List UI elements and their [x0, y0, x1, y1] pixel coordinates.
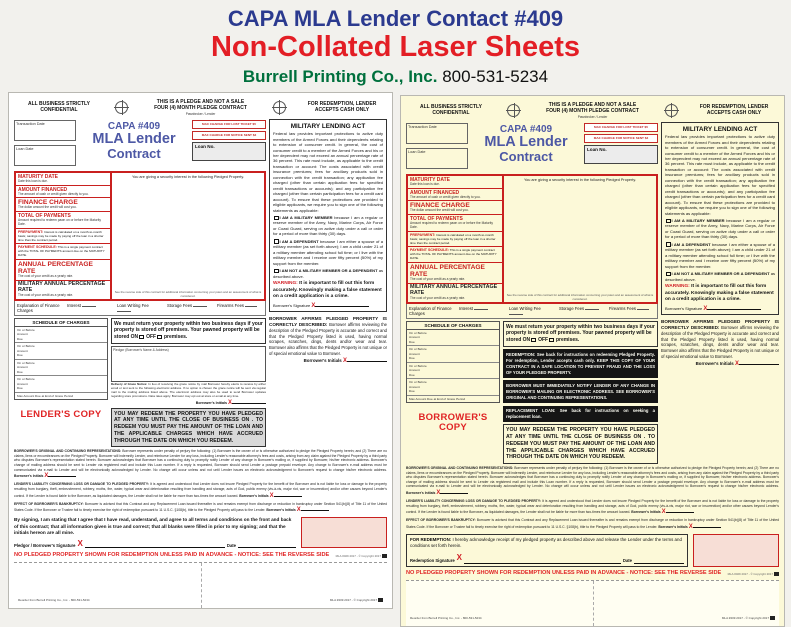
- signature-x-mark[interactable]: X: [311, 302, 316, 309]
- amount-financed-label: AMOUNT FINANCED: [18, 186, 68, 193]
- schedule-row: On or Before Amount Due: [407, 363, 499, 379]
- borrower-signature-line: Pledgor / Borrower's Signature X Date: [14, 539, 296, 548]
- company-phone: 800-531-5234: [442, 66, 549, 86]
- military-lending-act-panel: MILITARY LENDING ACT Federal law provides important protections to active duty members of the Armed Forces and their dependents relating to extension of consumer credit. In general, the cost of consumer credit to a member of the Armed Forces and his or her dependent may not exceed an annual percentage rate of 36 percent. This rate must include, as applicable to the credit transaction or account: The costs associated with credit insurance premiums; fees for ancillary products sold in connection with the credit transaction; any application fee charged (other than certain application fees for specified credit transactions or accounts); and any participation fee charged (other than certain participation fees for a credit card account). To ensure that these protections are provided to eligible applicants, we require you to sign one of the following statements as applicable: I AM A MILITARY MEMBER because I am a regular or reserve member of the Army, Navy, Marine Corps, Air Force or Coast Guard, serving on active duty under a call or order for a period of more than thirty (30) days. I AM A DEPENDENT because I am either a spouse of a military member (as set forth above); I am a child under 21 of a military member attending school full time; or I live with the military member and I receive over fifty percent (50%) of my support from the member. I AM NOT A MILITARY MEMBER OR A DEPENDENT as described above. WARNING: It is important to fill out this form accurately. Knowingly making a false statement on a credit application is a crime. Borrower's Signature X: [269, 119, 387, 312]
- initials-blank[interactable]: [301, 507, 329, 511]
- redeem-notice-box: YOU MAY REDEEM THE PROPERTY YOU HAVE PLEDGED AT ANY TIME UNTIL THE CLOSE OF BUSINESS ON . TO REDEEM YOU MUST PAY THE AMOUNT OF THE LOAN AND THE APPLICABLE CHARGES WHICH HAVE ACCRUED THROUGH THE DATE ON WHICH YOU REDEEM.: [111, 408, 266, 448]
- property-affirmation-clause: BORROWER AFFIRMS PLEDGED PROPERTY IS CORRECTLY DESCRIBED: Borrower affirms reviewing the description of the Pledged Property is accurate and correct and that the Pledged Property listed is used, having normal scrapes, scratches, dings, dents and/or wear and tear. Borrower also affirms that the Pledged Property is not unique or of special emotional value to Borrower. Borrower's Initials X: [269, 315, 387, 365]
- signature-x-mark[interactable]: X: [77, 539, 83, 549]
- schedule-of-charges-table: SCHEDULE OF CHARGES On or Before Amount Due On or Before Amount Due On or Before Amount Due On or Before Amount Due Max Amount Due at End of Grace Period: [14, 318, 108, 400]
- form-title: CAPA #409 MLA Lender Contract: [484, 123, 568, 165]
- apr-label: ANNUAL PERCENTAGE RATE: [410, 264, 485, 279]
- reorder-text: Reorder from Burrell Printing Co., Inc. - 800-531-5234: [18, 597, 90, 602]
- loan-date-field[interactable]: Loan Date: [406, 148, 468, 169]
- maturity-date-label: MATURITY DATE: [18, 173, 58, 180]
- stored-on-premises-checkbox[interactable]: [139, 335, 144, 340]
- finance-charges-explanation-row: Explanation of Finance Charges Interest Loan Writing Fee Storage Fees Firearms Fees: [14, 301, 266, 316]
- interest-fee: Interest: [63, 303, 113, 308]
- signature-blank[interactable]: [464, 560, 621, 564]
- for-redemption-box: FOR REDEMPTION: I hereby acknowledge receipt of my pledged property as described above and release the Lender under the terms and conditions set forth herein. Redemption Signature X Date: [406, 534, 688, 567]
- registration-mark-icon: [665, 104, 678, 117]
- initials-x-mark[interactable]: X: [734, 361, 739, 368]
- redemption-signature-line: Redemption Signature X Date: [410, 552, 684, 563]
- prepayment-clause: PREPAYMENT: Interest is calculated on a month-to-month basis; savings may be made by paying off the loan in a shorter time than the contract period.: [408, 232, 502, 248]
- signature-x-mark[interactable]: X: [703, 305, 708, 312]
- apr-label: ANNUAL PERCENTAGE RATE: [18, 261, 93, 276]
- payment-schedule-clause: PAYMENT SCHEDULE: This is a single payment contract with the TOTAL OF PAYMENTS amount due on the MATURITY DATE.: [16, 244, 110, 260]
- office-use-box: [301, 517, 387, 548]
- top-strip: [406, 100, 779, 122]
- initials-blank[interactable]: [693, 524, 721, 528]
- loan-number-field[interactable]: Loan No.: [192, 142, 266, 161]
- property-return-box: We must return your property within two business days if your property is stored off premises. Your pawned property will be stored ON OFF premises.: [503, 321, 658, 347]
- loan-number-field[interactable]: Loan No.: [584, 145, 658, 164]
- burrell-logo-icon: [378, 598, 383, 602]
- property-affirmation-clause: BORROWER AFFIRMS PLEDGED PROPERTY IS CORRECTLY DESCRIBED: Borrower affirms reviewing the description of the Pledged Property is accurate and correct and that the Pledged Property listed is used, having normal scrapes, scratches, dings, dents and/or wear and tear. Borrower also affirms that the Pledged Property is not unique or of special emotional value to Borrower. Borrower's Initials X: [661, 318, 779, 368]
- office-use-box: [693, 534, 779, 567]
- mla-warning: WARNING: It is important to fill out this form accurately. Knowingly making a false statement on a credit application is a crime.: [665, 284, 774, 302]
- military-member-option: I AM A MILITARY MEMBER because I am a regular or reserve member of the Army, Navy, Marine Corps, Air Force or Coast Guard, serving on active duty under a call or order for a period of more than thirty (30) days.: [273, 214, 383, 237]
- security-interest-text: You are giving a security interest in the following Pledged Property.: [131, 174, 245, 179]
- see-reverse-note: See the reverse side of this contract for additional information concerning your pawn and an assessment of what is considered.: [114, 289, 262, 298]
- finance-charge-label: FINANCE CHARGE: [18, 199, 78, 207]
- signature-x-mark[interactable]: X: [456, 553, 463, 563]
- no-pledged-property-notice: NO PLEDGED PROPERTY SHOWN FOR REDEMPTION UNLESS PAID IN ADVANCE - NOTICE: SEE THE REVERSE SIDE: [14, 551, 330, 558]
- affirm-initials-line: Borrower's Initials X: [661, 360, 779, 368]
- initials-x-mark[interactable]: X: [296, 507, 301, 514]
- total-of-payments-label: TOTAL OF PAYMENTS: [410, 216, 463, 223]
- date-blank[interactable]: [238, 544, 296, 548]
- perforation-line: [201, 563, 202, 608]
- property-return-box: We must return your property within two business days if your property is stored off premises. Your pawned property will be stored ON OFF premises.: [111, 318, 266, 344]
- form-title: CAPA #409 MLA Lender Contract: [92, 120, 176, 162]
- stub-copyright: MLA #409 2017 - © Copyright 2017: [722, 616, 775, 620]
- initials-blank[interactable]: [666, 509, 694, 513]
- initials-x-mark[interactable]: X: [661, 509, 666, 516]
- bankruptcy-paragraph: EFFECT OF BORROWER'S BANKRUPTCY: Borrower is advised that this Contract and any Replacement Loan issued thereafter is and remains exempt from discharge or reduction in bankruptcy under Section 541(b)(8) of Title 11 of the United States Code. If the Borrower or Trustee fail to timely exercise the right of redemption pursuant to 11 U.S.C. §108(b), title to the Pledged Property will pass to the Lender. Borrower's Initials X: [406, 518, 779, 530]
- registration-mark-icon: [507, 104, 520, 117]
- military-lending-act-panel: MILITARY LENDING ACT Federal law provides important protections to active duty members of the Armed Forces and their dependents relating to extension of consumer credit. In general, the cost of consumer credit to a member of the Armed Forces and his or her dependent may not exceed an annual percentage rate of 36 percent. This rate must include, as applicable to the credit transaction or account: The costs associated with credit insurance premiums; fees for ancillary products sold in connection with the credit transaction; any application fee charged (other than certain application fees for specified credit transactions or accounts); and any participation fee charged (other than certain participation fees for a credit card account). To ensure that these protections are provided to eligible applicants, we require you to sign one of the following statements as applicable: I AM A MILITARY MEMBER because I am a regular or reserve member of the Army, Navy, Marine Corps, Air Force or Coast Guard, serving on active duty under a call or order for a period of more than thirty (30) days. I AM A DEPENDENT because I am either a spouse of a military member (as set forth above); I am a child under 21 of a military member attending school full time; or I live with the military member and I receive over fifty percent (50%) of my support from the member. I AM NOT A MILITARY MEMBER OR A DEPENDENT as described above. WARNING: It is important to fill out this form accurately. Knowingly making a false statement on a credit application is a crime. Borrower's Signature X: [661, 122, 779, 315]
- payment-schedule-clause: PAYMENT SCHEDULE: This is a single payment contract with the TOTAL OF PAYMENTS amount due on the MATURITY DATE.: [408, 247, 502, 263]
- copyright-text: MLA #409 2017 - © Copyright 2017: [336, 554, 387, 558]
- schedule-grace-row: Max Amount Due at End of Grace Period: [409, 396, 466, 401]
- schedule-grace-row: Max Amount Due at End of Grace Period: [17, 393, 74, 398]
- stored-off-premises-checkbox[interactable]: [157, 335, 162, 340]
- form-sheets: [0, 86, 791, 627]
- mla-warning: WARNING: It is important to fill out this form accurately. Knowingly making a false statement on a credit application is a crime.: [273, 281, 382, 299]
- military-member-option: I AM A MILITARY MEMBER because I am a regular or reserve member of the Army, Navy, Marine Corps, Air Force or Coast Guard, serving on active duty under a call or order for a period of more than thirty (30) days.: [665, 217, 775, 240]
- product-subtitle: Non-Collated Laser Sheets: [210, 31, 581, 64]
- max-charge-ticket-bar: MAX CHARGE FOR LOST TICKET $5: [584, 123, 658, 132]
- replacement-loan-box: REPLACEMENT LOAN: See back for instructions on seeking a replacement loan.: [503, 406, 658, 423]
- grace-initials-line: Borrower's Initials X: [111, 400, 266, 406]
- top-strip: [14, 97, 387, 119]
- firearms-fee: Firearms Fees: [213, 303, 263, 308]
- initials-blank[interactable]: [440, 490, 468, 494]
- pledge-statement: THIS IS A PLEDGE AND NOT A SALE FOUR (4) MONTH PLEDGE CONTRACT Pawnbroker / Lender: [546, 102, 639, 119]
- til-disclosure-box: MATURITY DATE Date this loan is due. AMOUNT FINANCED The amount of cash or credit given directly to you. FINANCE CHARGE The dollar amount the credit will cost you. TOTAL OF PAYMENTS Amount required to redeem pawn on or before the Maturity Date. PREPAYMENT: Interest is calculated on a month-to-month basis; savings may be made by paying off the loan in a shorter time than the contract period. PAYMENT SCHEDULE: This is a single payment contract with the TOTAL OF PAYMENTS amount due on the MATURITY DATE. ANNUAL PERCENTAGE RATE The cost of your credit as a yearly rate. MILITARY ANNUAL PERCENTAGE RATE The cost of your credit as a yearly rate. You are giving a security interest in the following Pledged Property. See the reverse side of this contract for additional information concerning your pawn and an assessment of what is considered.: [14, 171, 266, 301]
- perforated-stub: [406, 580, 779, 626]
- burrell-logo-icon: [770, 616, 775, 620]
- finance-charges-explanation-row: Explanation of Finance Charges Interest Loan Writing Fee Storage Fees Firearms Fees: [406, 304, 658, 319]
- page-header: [0, 0, 791, 86]
- perforated-stub: [14, 562, 387, 608]
- registration-mark-icon: [273, 101, 286, 114]
- schedule-row: On or Before Amount Due: [15, 376, 107, 392]
- address-change-box: BORROWER MUST IMMEDIATELY NOTIFY LENDER OF ANY CHANGE IN BORROWER'S MAILING OR ELECTRONIC ADDRESS. SEE BORROWER'S ORIGINAL AND CONTINUING REPRESENTATIONS.: [503, 380, 658, 403]
- signature-blank[interactable]: [707, 306, 761, 310]
- pledgor-name-address-field[interactable]: Pledgor (Borrower's Name & Address): [111, 346, 266, 382]
- pledged-property-area[interactable]: [110, 173, 264, 299]
- amount-financed-label: AMOUNT FINANCED: [410, 189, 460, 196]
- product-title: CAPA MLA Lender Contact #409: [227, 6, 564, 31]
- company-name: Burrell Printing Co., Inc.: [242, 66, 438, 86]
- mla-body-text: Federal law provides important protections to active duty members of the Armed Forces and their dependents relating to extension of consumer credit. In general, the cost of consumer credit to a member of the Armed Forces and his or her dependent may not exceed an annual percentage rate of 36 percent. This rate must include, as applicable to the credit transaction or account: The costs associated with credit insurance premiums; fees for ancillary products sold in connection with the credit transaction; any application fee charged (other than certain application fees for specified credit transactions or accounts); and any participation fee charged (other than certain participation fees for a credit card account). To ensure that these protections are provided to eligible applicants, we require you to sign one of the following statements as applicable:: [665, 134, 775, 216]
- no-pledged-property-notice: NO PLEDGED PROPERTY SHOWN FOR REDEMPTION UNLESS PAID IN ADVANCE - NOTICE: SEE THE REVERSE SIDE: [406, 570, 722, 577]
- burrell-logo-icon: [382, 554, 387, 558]
- firearms-fee: Firearms Fees: [605, 306, 655, 311]
- see-reverse-note: See the reverse side of this contract for additional information concerning your pawn and an assessment of what is considered.: [506, 292, 654, 301]
- initials-x-mark[interactable]: X: [436, 490, 441, 497]
- copyright-text: MLA #409 2017 - © Copyright 2017: [728, 572, 779, 576]
- initials-blank[interactable]: [739, 361, 779, 365]
- prepayment-clause: PREPAYMENT: Interest is calculated on a month-to-month basis; savings may be made by paying off the loan in a shorter time than the contract period.: [16, 229, 110, 245]
- maturity-date-label: MATURITY DATE: [410, 176, 450, 183]
- schedule-row: On or Before Amount Due: [407, 379, 499, 395]
- stored-on-premises-checkbox[interactable]: [531, 338, 536, 343]
- security-interest-text: You are giving a security interest in the following Pledged Property.: [523, 177, 637, 182]
- dependent-option: I AM A DEPENDENT because I am either a spouse of a military member (as set forth above); I am a child under 21 of a military member attending school full time; or I live with the military member and I receive over fifty percent (50%) of my support from the member.: [273, 238, 383, 266]
- finance-charge-label: FINANCE CHARGE: [410, 202, 470, 210]
- liability-paragraph: LENDER'S LIABILITY CONCERNING LOSS OR DAMAGE TO PLEDGED PROPERTY: It is agreed and understood that Lender does not insure Pledged Property for the benefit of the Borrower and is not liable for loss or damage to the property resulting from burglary, theft, embezzlement, robbery, moths, fire, water, typical wear and deterioration resulting from handling and storage, acts of God, public enemy (vis-à-vis, major riot, war or insurrection) and/or other causes beyond Lender's control. If the Lender is found liable to the Borrower, as liquidated damages, the Lender shall not be liable for more than two-times the amount loaned. Borrower's Initials X: [14, 482, 387, 499]
- initials-x-mark[interactable]: X: [688, 524, 693, 530]
- signature-blank[interactable]: [85, 544, 225, 548]
- interest-fee: Interest: [455, 306, 505, 311]
- representations-paragraph: BORROWER'S ORIGINAL AND CONTINUING REPRESENTATIONS: Borrower represents under penalty of perjury the following: (1) Borrower is the owner of or is otherwise authorized to pledge the Pledged Property herein; and (2) There are no claims, liens or encumbrances on the Pledged Property. Borrower will indemnify Lender, and reimburse Lender for any loss, including Lender's reasonable attorney's fees and costs, arising from any claim against the Pledged Property by a third party who disputes Borrower's representation stated herein. Borrower acknowledges that Borrower has a continuing duty to promptly notify Lender of any change in Borrower's mailing or, if supplied by Borrower, his/her electronic address. Borrower's change of mailing address should be sent to Lender via registered mail and include this Loan number. If a reply is requested, Borrower should send Lender a postage prepaid envelope. Any change to Borrower's e-mail address must be communicated via e-mail to Lender and will be electronically acknowledged by Lender. No change will occur unless and not until Lender issues an electronic acknowledgment to Borrower's request to change his/her electronic address. Borrower's Initials X: [406, 466, 779, 497]
- reorder-text: Reorder from Burrell Printing Co., Inc. - 800-531-5234: [410, 616, 482, 621]
- stub-copyright: MLA #409 2017 - © Copyright 2017: [330, 598, 383, 602]
- initials-x-mark[interactable]: X: [269, 492, 274, 499]
- schedule-row: On or Before Amount Due: [15, 327, 107, 343]
- max-charge-notice-bar: MAX CHARGE FOR NOTICE SENT $3: [584, 134, 658, 143]
- max-charge-notice-bar: MAX CHARGE FOR NOTICE SENT $3: [192, 131, 266, 140]
- transaction-date-field[interactable]: Transaction Date: [14, 120, 76, 141]
- loan-writing-fee: Loan Writing Fee: [505, 306, 555, 316]
- burrell-logo-icon: [774, 572, 779, 576]
- initials-x-mark[interactable]: X: [44, 473, 49, 480]
- mla-body-text: Federal law provides important protections to active duty members of the Armed Forces and their dependents relating to extension of consumer credit. In general, the cost of consumer credit to a member of the Armed Forces and his or her dependent may not exceed an annual percentage rate of 36 percent. This rate must include, as applicable to the credit transaction or account: The costs associated with credit insurance premiums; fees for ancillary products sold in connection with the credit transaction; any application fee charged (other than certain application fees for specified credit transactions or accounts); and any participation fee charged (other than certain participation fees for a credit card account). To ensure that these protections are provided to eligible applicants, we require you to sign one of the following statements as applicable:: [273, 131, 383, 213]
- mla-signature-line: Borrower's Signature X: [665, 306, 775, 312]
- signing-agreement-text: By signing, I am stating that I agree that I have read, understand, and agree to all terms and conditions on the front and back of this contract; that all information given is true and correct; that all blanks were filled in prior to my signing; and that the initials hereon are all mine.: [14, 517, 292, 535]
- not-military-option: I AM NOT A MILITARY MEMBER OR A DEPENDENT as described above.: [273, 268, 383, 279]
- initials-blank[interactable]: [48, 473, 76, 477]
- signature-blank[interactable]: [315, 303, 369, 307]
- redemption-cash-text: FOR REDEMPTION, LENDER ACCEPTS CASH ONLY: [699, 104, 769, 117]
- confidential-text: ALL BUSINESS STRICTLY CONFIDENTIAL: [420, 104, 482, 117]
- total-of-payments-label: TOTAL OF PAYMENTS: [18, 213, 71, 220]
- redeem-notice-box: YOU MAY REDEEM THE PROPERTY YOU HAVE PLEDGED AT ANY TIME UNTIL THE CLOSE OF BUSINESS ON . TO REDEEM YOU MUST PAY THE AMOUNT OF THE LOAN AND THE APPLICABLE CHARGES WHICH HAVE ACCRUED THROUGH THE DATE ON WHICH YOU REDEEM.: [503, 424, 658, 464]
- copy-label: BORROWER'S COPY: [418, 411, 488, 434]
- schedule-row: On or Before Amount Due: [15, 360, 107, 376]
- pledged-property-area[interactable]: [502, 176, 656, 302]
- initials-x-mark[interactable]: X: [342, 358, 347, 365]
- registration-mark-icon: [115, 101, 128, 114]
- date-blank[interactable]: [634, 560, 684, 564]
- lender-copy-sheet: [8, 92, 393, 609]
- confidential-text: ALL BUSINESS STRICTLY CONFIDENTIAL: [28, 101, 90, 114]
- max-charge-ticket-bar: MAX CHARGE FOR LOST TICKET $5: [192, 120, 266, 129]
- borrower-copy-sheet: [400, 95, 785, 627]
- storage-fee: Storage Fees: [163, 303, 213, 308]
- perforation-line: [593, 581, 594, 626]
- initials-blank[interactable]: [347, 358, 387, 362]
- storage-fee: Storage Fees: [555, 306, 605, 311]
- liability-paragraph: LENDER'S LIABILITY CONCERNING LOSS OR DAMAGE TO PLEDGED PROPERTY: It is agreed and understood that Lender does not insure Pledged Property for the benefit of the Borrower and is not liable for loss or damage to the property resulting from burglary, theft, embezzlement, robbery, moths, fire, water, typical wear and deterioration resulting from handling and storage, acts of God, public enemy (vis-à-vis, major riot, war or insurrection) and/or other causes beyond Lender's control. If the Lender is found liable to the Borrower, as liquidated damages, the Lender shall not be liable for more than two-times the amount loaned. Borrower's Initials X: [406, 499, 779, 516]
- redemption-cash-text: FOR REDEMPTION, LENDER ACCEPTS CASH ONLY: [307, 101, 377, 114]
- til-disclosure-box: MATURITY DATE Date this loan is due. AMOUNT FINANCED The amount of cash or credit given directly to you. FINANCE CHARGE The dollar amount the credit will cost you. TOTAL OF PAYMENTS Amount required to redeem pawn on or before the Maturity Date. PREPAYMENT: Interest is calculated on a month-to-month basis; savings may be made by paying off the loan in a shorter time than the contract period. PAYMENT SCHEDULE: This is a single payment contract with the TOTAL OF PAYMENTS amount due on the MATURITY DATE. ANNUAL PERCENTAGE RATE The cost of your credit as a yearly rate. MILITARY ANNUAL PERCENTAGE RATE The cost of your credit as a yearly rate. You are giving a security interest in the following Pledged Property. See the reverse side of this contract for additional information concerning your pawn and an assessment of what is considered.: [406, 174, 658, 304]
- dependent-option: I AM A DEPENDENT because I am either a spouse of a military member (as set forth above); I am a child under 21 of a military member attending school full time; or I live with the military member and I receive over fifty percent (50%) of my support from the member.: [665, 241, 775, 269]
- schedule-of-charges-table: SCHEDULE OF CHARGES On or Before Amount Due On or Before Amount Due On or Before Amount Due On or Before Amount Due Max Amount Due at End of Grace Period: [406, 321, 500, 403]
- loan-date-field[interactable]: Loan Date: [14, 145, 76, 166]
- not-military-option: I AM NOT A MILITARY MEMBER OR A DEPENDENT as described above.: [665, 271, 775, 282]
- printer-info: [0, 65, 791, 87]
- mla-signature-line: Borrower's Signature X: [273, 303, 383, 309]
- pledge-statement: THIS IS A PLEDGE AND NOT A SALE FOUR (4) MONTH PLEDGE CONTRACT Pawnbroker / Lender: [154, 99, 247, 116]
- schedule-row: On or Before Amount Due: [407, 346, 499, 362]
- initials-x-mark[interactable]: X: [227, 399, 232, 406]
- mapr-label: MILITARY ANNUAL PERCENTAGE RATE: [410, 283, 498, 296]
- mapr-label: MILITARY ANNUAL PERCENTAGE RATE: [18, 280, 106, 293]
- schedule-row: On or Before Amount Due: [15, 343, 107, 359]
- redemption-instructions-box: REDEMPTION: See back for instructions on redeeming Pledged Property. For redemption, Lender accepts cash only. KEEP THIS COPY OF YOUR CONTRACT IN A SAFE LOCATION TO PREVENT FRAUD AND THE LOSS OF YOUR PLEDGED PROPERTY.: [503, 349, 658, 378]
- bankruptcy-paragraph: EFFECT OF BORROWER'S BANKRUPTCY: Borrower is advised that this Contract and any Replacement Loan issued thereafter is and remains exempt from discharge or reduction in bankruptcy under Section 541(b)(8) of Title 11 of the United States Code. If the Borrower or Trustee fail to timely exercise the right of redemption pursuant to 11 U.S.C. §108(b), title to the Pledged Property will pass to the Lender. Borrower's Initials X: [14, 501, 387, 514]
- initials-blank[interactable]: [232, 400, 266, 404]
- stored-off-premises-checkbox[interactable]: [549, 338, 554, 343]
- schedule-row: On or Before Amount Due: [407, 330, 499, 346]
- transaction-date-field[interactable]: Transaction Date: [406, 123, 468, 144]
- affirm-initials-line: Borrower's Initials X: [269, 357, 387, 365]
- grace-notice-clause: Delivery of Grace Notice: In lieu of receiving the grace notice by mail Borrower hereby elects to receive by either email or text sent to the following electronic address. If no option is chosen the grace notice will be sent via regular mail to the mailing address listed above. The electronic address may also be used to send Borrower updates regarding store promotions. Data rates apply. Borrower may opt out at store or email at any time.: [111, 381, 267, 398]
- representations-paragraph: BORROWER'S ORIGINAL AND CONTINUING REPRESENTATIONS: Borrower represents under penalty of perjury the following: (1) Borrower is the owner of or is otherwise authorized to pledge the Pledged Property herein; and (2) There are no claims, liens or encumbrances on the Pledged Property. Borrower will indemnify Lender, and reimburse Lender for any loss, including Lender's reasonable attorney's fees and costs, arising from any claim against the Pledged Property by a third party who disputes Borrower's representation stated herein. Borrower acknowledges that Borrower has a continuing duty to promptly notify Lender of any change in Borrower's mailing or, if supplied by Borrower, his/her electronic address. Borrower's change of mailing address should be sent to Lender via registered mail and include this Loan number. If a reply is requested, Borrower should send Lender a postage prepaid envelope. Any change to Borrower's e-mail address must be communicated via e-mail to Lender and will be electronically acknowledged by Lender. No change will occur unless and not until Lender issues an electronic acknowledgment to Borrower's request to change his/her electronic address. Borrower's Initials X: [14, 449, 387, 480]
- initials-blank[interactable]: [274, 493, 302, 497]
- loan-writing-fee: Loan Writing Fee: [113, 303, 163, 313]
- copy-label: LENDER'S COPY: [20, 408, 102, 420]
